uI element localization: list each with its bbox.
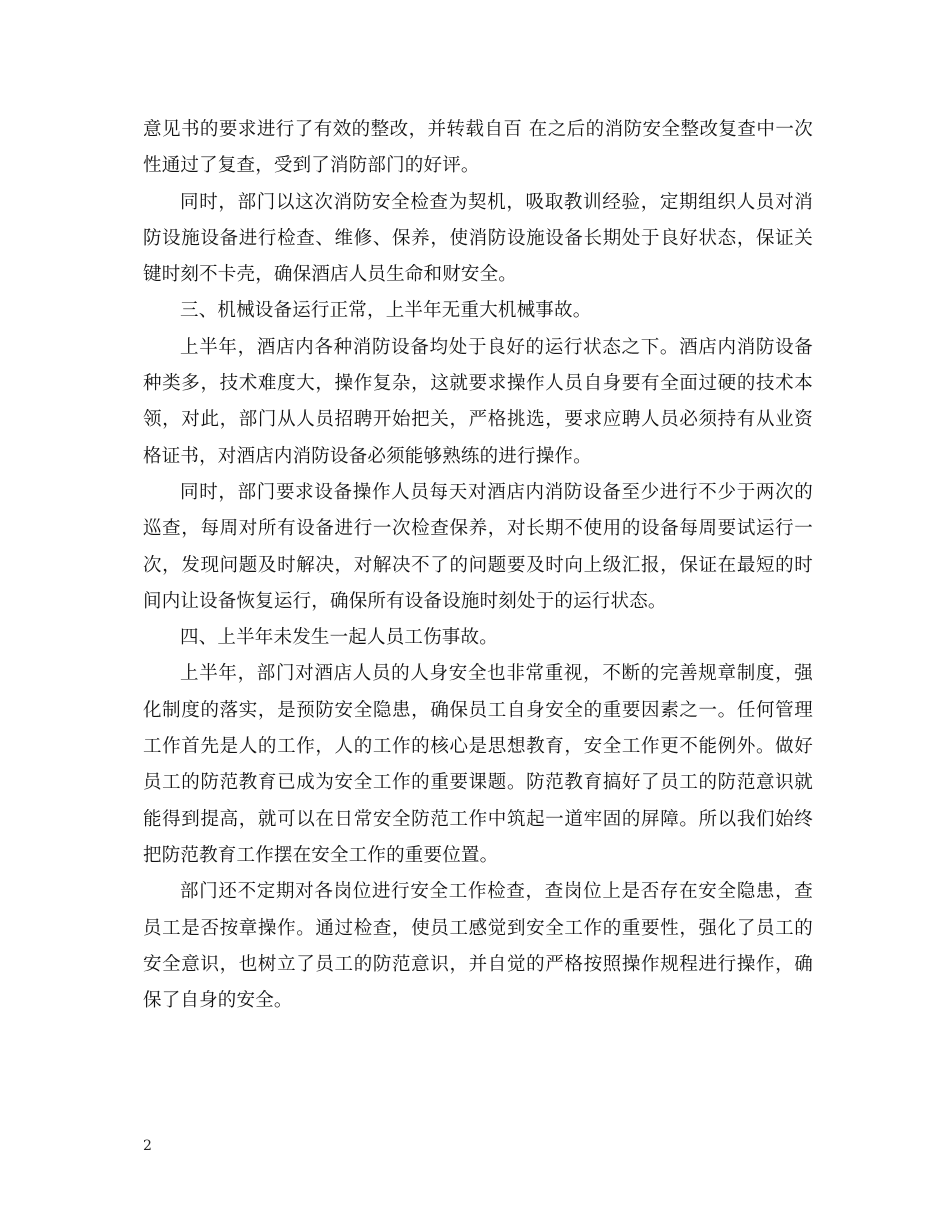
- paragraph-safety-checks: 部门还不定期对各岗位进行安全工作检查，查岗位上是否存在安全隐患，查员工是否按章操作。通过检查，使员工感觉到安全工作的重要性，强化了员工的安全意识，也树立了员工的防范意识，并自觉的严格按照操作规程进行操作，确保了自身的安全。: [143, 881, 813, 1012]
- section-heading-no-injury: 四、上半年未发生一起人员工伤事故。: [180, 627, 498, 649]
- document-body: [143, 112, 813, 1019]
- paragraph-continued-rectification: 意见书的要求进行了有效的整改，并转载自百 在之后的消防安全整改复查中一次性通过了复查，受到了消防部门的好评。: [143, 119, 813, 177]
- paragraph-safety-education: 上半年，部门对酒店人员的人身安全也非常重视，不断的完善规章制度，强化制度的落实，是预防安全隐患，确保员工自身安全的重要因素之一。任何管理工作首先是人的工作，人的工作的核心是思想教育，安全工作更不能例外。做好员工的防范教育已成为安全工作的重要课题。防范教育搞好了员工的防范意识就能得到提高，就可以在日常安全防范工作中筑起一道牢固的屏障。所以我们始终把防范教育工作摆在安全工作的重要位置。: [143, 663, 813, 866]
- paragraph-equipment-operation: 上半年，酒店内各种消防设备均处于良好的运行状态之下。酒店内消防设备种类多，技术难度大，操作复杂，这就要求操作人员自身要有全面过硬的技术本领，对此，部门从人员招聘开始把关，严格挑选，要求应聘人员必须持有从业资格证书，对酒店内消防设备必须能够熟练的进行操作。: [143, 336, 813, 467]
- paragraph-inspection-routine: 同时，部门要求设备操作人员每天对酒店内消防设备至少进行不少于两次的巡查，每周对所有设备进行一次检查保养，对长期不使用的设备每周要试运行一次，发现问题及时解决，对解决不了的问题要及时向上级汇报，保证在最短的时间内让设备恢复运行，确保所有设备设施时刻处于的运行状态。: [143, 481, 813, 612]
- paragraph-fire-equipment-maintenance: 同时，部门以这次消防安全检查为契机，吸取教训经验，定期组织人员对消防设施设备进行检查、维修、保养，使消防设施设备长期处于良好状态，保证关键时刻不卡壳，确保酒店人员生命和财安全。: [143, 191, 813, 286]
- page-number: 2: [143, 1138, 152, 1154]
- section-heading-machinery: 三、机械设备运行正常，上半年无重大机械事故。: [180, 300, 592, 322]
